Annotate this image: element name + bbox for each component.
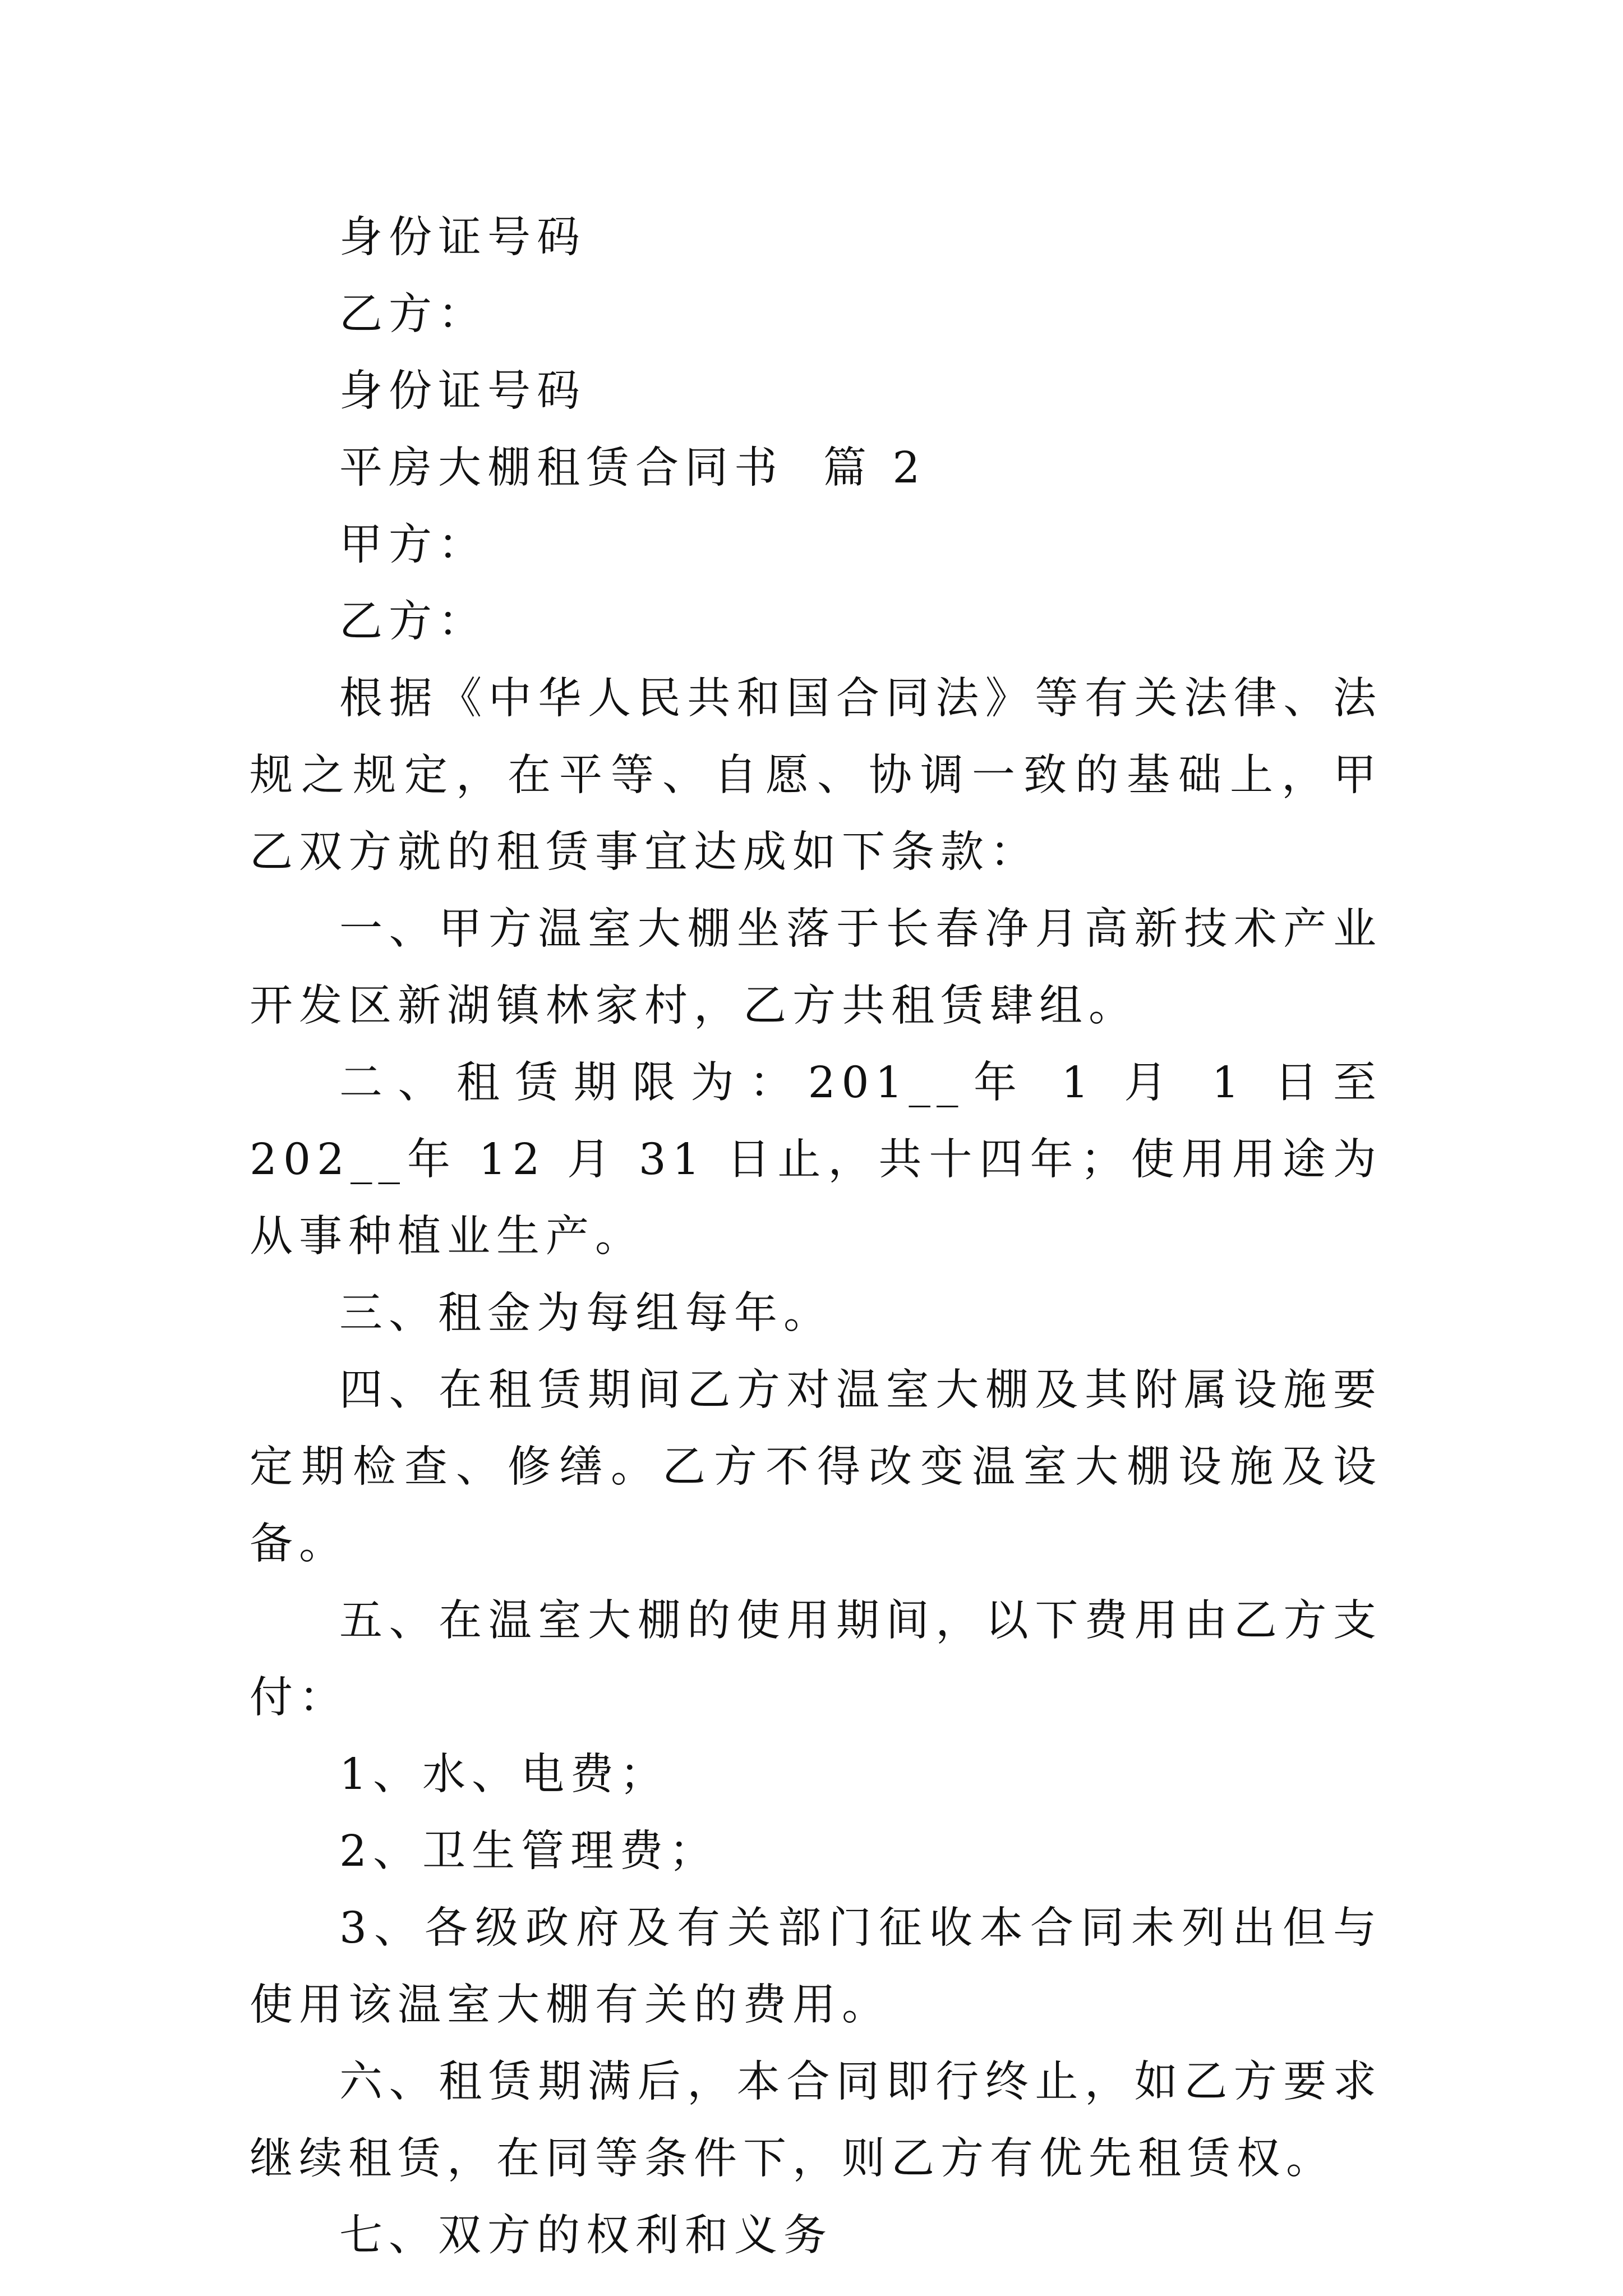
clause-2-paragraph: 二、租赁期限为：201__年 1 月 1 日至 202__年 12 月 31 日止，共十四年；使用用途为从事种植业生产。 bbox=[250, 1058, 1382, 1262]
id-number-label: 身份证号码 bbox=[339, 213, 586, 263]
party-b-label: 乙方： bbox=[339, 289, 487, 339]
party-b-label-2: 乙方： bbox=[339, 597, 487, 647]
clause-5-item-3: 3、各级政府及有关部门征收本合同未列出但与使用该温室大棚有关的费用。 bbox=[250, 1903, 1382, 2030]
clause-3-paragraph: 三、租金为每组每年。 bbox=[339, 1289, 833, 1338]
clause-5-item-1: 1、水、电费； bbox=[339, 1750, 669, 1800]
id-number-label-2: 身份证号码 bbox=[339, 366, 586, 416]
party-a-label: 甲方： bbox=[339, 520, 487, 570]
preamble-paragraph: 根据《中华人民共和国合同法》等有关法律、法规之规定，在平等、自愿、协调一致的基础上，甲乙双方就的租赁事宜达成如下条款： bbox=[250, 674, 1382, 877]
clause-4-paragraph: 四、在租赁期间乙方对温室大棚及其附属设施要定期检查、修缮。乙方不得改变温室大棚设施及设备。 bbox=[250, 1365, 1382, 1569]
clause-5-item-2: 2、卫生管理费； bbox=[339, 1826, 718, 1876]
contract-heading: 平房大棚租赁合同书 篇 2 bbox=[339, 443, 926, 493]
clause-6-paragraph: 六、租赁期满后，本合同即行终止，如乙方要求继续租赁，在同等条件下，则乙方有优先租赁权。 bbox=[250, 2057, 1382, 2184]
clause-7-heading: 七、双方的权利和义务 bbox=[339, 2211, 833, 2261]
clause-1-paragraph: 一、甲方温室大棚坐落于长春净月高新技术产业开发区新湖镇林家村，乙方共租赁肆组。 bbox=[250, 904, 1382, 1031]
clause-5-paragraph: 五、在温室大棚的使用期间，以下费用由乙方支付： bbox=[250, 1596, 1382, 1723]
document-body bbox=[250, 199, 1382, 2274]
